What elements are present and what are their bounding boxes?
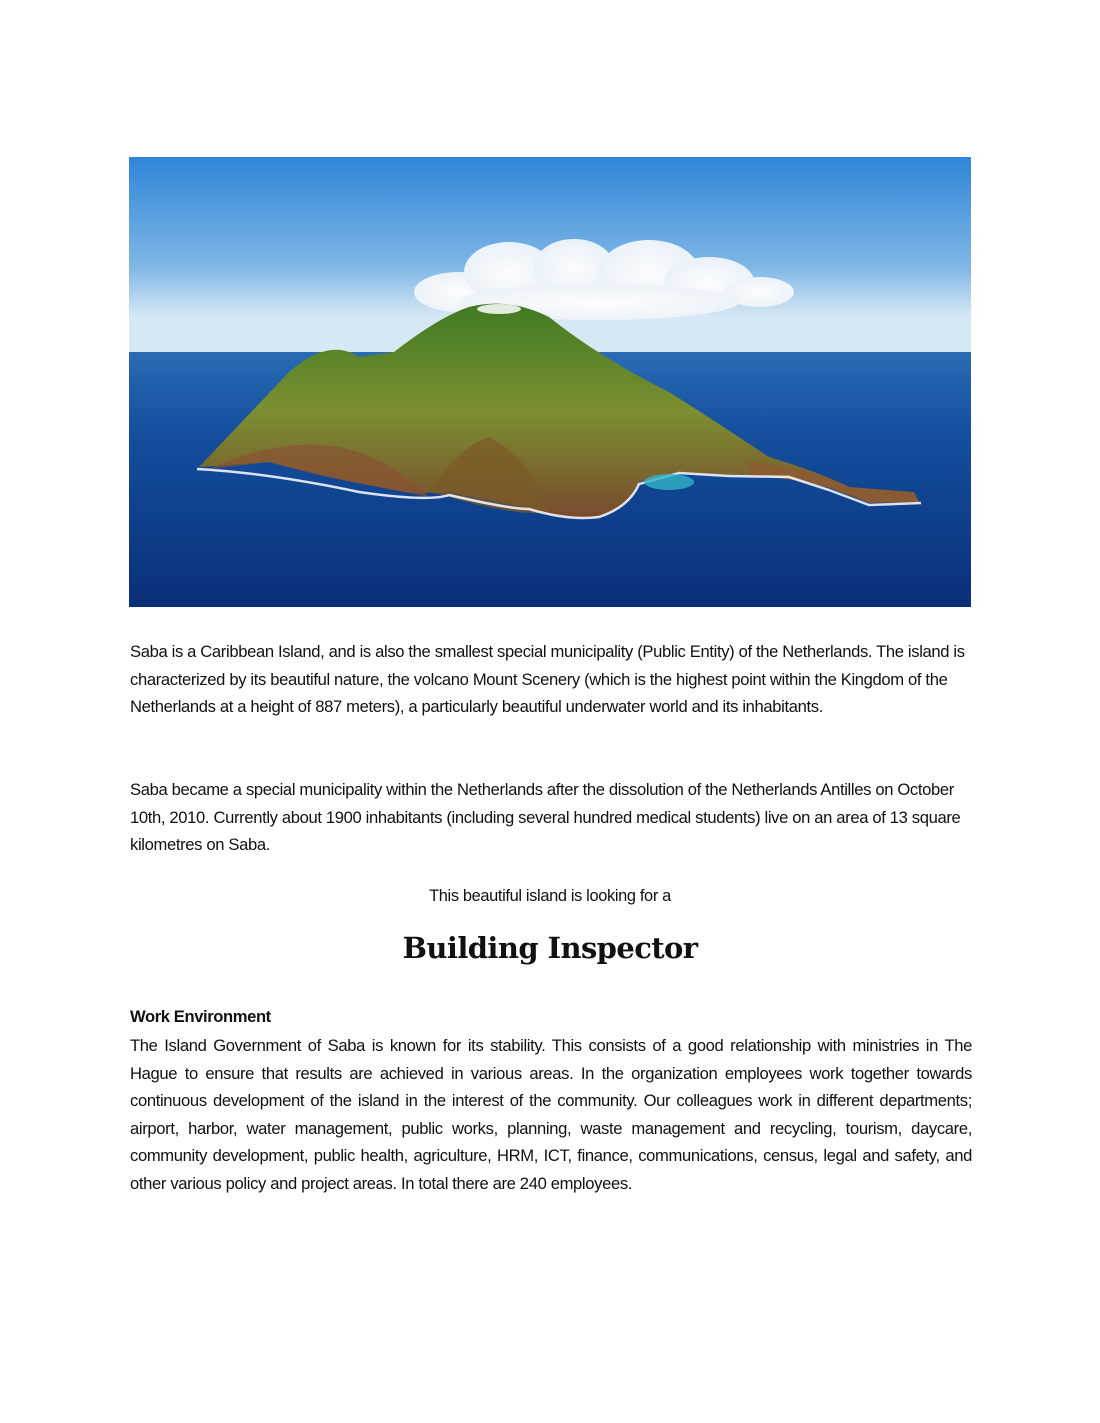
- lead-in-text: This beautiful island is looking for a: [429, 887, 671, 905]
- job-title: Building Inspector: [402, 931, 698, 965]
- intro-paragraph: [130, 638, 972, 721]
- intro-paragraph-text: Saba is a Caribbean Island, and is also the smallest special municipality (Public Entity) of the Netherlands. The island is characterized by its beautiful nature, the volcano Mount Scenery (which is the highest point within the Kingdom of the Netherlands at a height of 887 meters), a particularly beautiful underwater world and its inhabitants.: [130, 642, 965, 716]
- history-paragraph-text: Saba became a special municipality within the Netherlands after the dissolution of the Netherlands Antilles on October 10th, 2010. Currently about 1900 inhabitants (including several hundred medical students) live on an area of 13 square kilometres on Saba.: [130, 780, 961, 854]
- hero-image-saba-island: [129, 157, 971, 607]
- work-environment-paragraph: [130, 1032, 972, 1197]
- island-illustration: [129, 157, 971, 607]
- section-heading-work-environment: Work Environment: [130, 1007, 271, 1026]
- work-environment-text: The Island Government of Saba is known for its stability. This consists of a good relationship with ministries in The Hague to ensure that results are achieved in various areas. In the organization employees work together towards continuous development of the island in the interest of the community. Our colleagues work in different departments; airport, harbor, water management, public works, planning, waste management and recycling, tourism, daycare, community development, public health, agriculture, HRM, ICT, finance, communications, census, legal and safety, and other various policy and project areas. In total there are 240 employees.: [130, 1036, 972, 1193]
- history-paragraph: [130, 776, 972, 859]
